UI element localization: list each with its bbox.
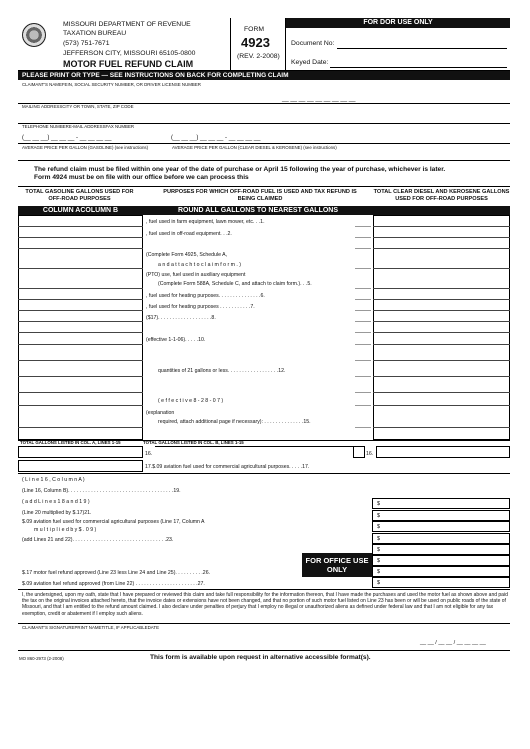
line-1-text: , fuel used in farm equipment, lawn mower, etc. . .1. bbox=[146, 219, 265, 225]
dollar-sign: $ bbox=[377, 547, 381, 553]
row-divider bbox=[373, 299, 510, 300]
line-5-text-b: (Complete Form 588A, Schedule C, and attach to claim form.). . .5. bbox=[158, 281, 312, 287]
row-divider bbox=[355, 248, 371, 249]
dollar-amount-input[interactable] bbox=[372, 510, 510, 521]
round-gallons-bar: ROUND ALL GALLONS TO NEAREST GALLONS bbox=[143, 206, 373, 215]
line-15-text-b: required, attach additional page if necessary): . . . . . . . . . . . . . .15. bbox=[158, 419, 311, 425]
claimant-name-label: CLAIMANT'S NAMEFEIN, SOCIAL SECURITY NUMBER, OR DRIVER LICENSE NUMBER bbox=[22, 82, 201, 87]
total-spacer bbox=[353, 446, 365, 458]
line-2-text: , fuel used in off-road equipment. . .2. bbox=[146, 231, 232, 237]
line-22-text-b: m u l t i p l i e d b y $ . 0 9 ) bbox=[34, 527, 97, 533]
row-divider bbox=[373, 237, 510, 238]
office-use-block: FOR OFFICE USE ONLY bbox=[302, 553, 372, 577]
line-27-text: $.09 aviation fuel refund approved (from Line 22) . . . . . . . . . . . . . . . . . . . . . .27. bbox=[22, 581, 205, 587]
line-15-text-a: (explanation bbox=[146, 410, 175, 416]
dollar-sign: $ bbox=[377, 580, 381, 586]
row-divider bbox=[373, 376, 510, 377]
instructions-bar: PLEASE PRINT OR TYPE — SEE INSTRUCTIONS ON BACK FOR COMPLETING CLAIM bbox=[18, 71, 510, 80]
purpose-header: PURPOSES FOR WHICH OFF-ROAD FUEL IS USED AND TAX REFUND IS BEING CLAIMED bbox=[163, 189, 357, 202]
filing-notice-2: Form 4924 must be on file with our office before we can process this bbox=[34, 174, 249, 181]
row-divider bbox=[355, 288, 371, 289]
row-divider bbox=[18, 310, 143, 311]
line-20-text: ( a d d L i n e s 1 8 a n d 1 9 ) bbox=[22, 499, 90, 505]
row-divider bbox=[18, 288, 143, 289]
line-17-text: 17.$.09 aviation fuel used for commercial agricultural purposes. . . . .17. bbox=[145, 464, 310, 470]
row-divider bbox=[373, 360, 510, 361]
row-divider bbox=[373, 226, 510, 227]
line-13-text: ( e f f e c t i v e 8 - 2 8 - 0 7 ) bbox=[158, 398, 224, 404]
agency-line-2: TAXATION BUREAU bbox=[63, 30, 127, 37]
accessibility-note: This form is available upon request in alternative accessible format(s). bbox=[150, 654, 371, 661]
form-number: 4923 bbox=[241, 35, 270, 50]
dollar-amount-input[interactable] bbox=[372, 566, 510, 577]
column-b-bar bbox=[373, 206, 510, 215]
row-divider bbox=[355, 392, 371, 393]
dollar-sign: $ bbox=[377, 513, 381, 519]
line-21-text: (Line 20 multiplied by $.17)21. bbox=[22, 510, 92, 516]
dollar-amount-input[interactable] bbox=[372, 521, 510, 532]
line-23-text: (add Lines 21 and 22). . . . . . . . . . . . . . . . . . . . . . . . . . . . . . . . .23. bbox=[22, 537, 174, 543]
mailing-label: MAILING ADDRESSCITY OR TOWN, STATE, ZIP CODE bbox=[22, 104, 134, 109]
phone-input[interactable]: (__ __ __) __ __ __ - __ __ __ __ bbox=[22, 135, 112, 141]
row-divider bbox=[18, 392, 143, 393]
line-16-num-b: 16. bbox=[366, 451, 374, 457]
avg-price-diesel-label: AVERAGE PRICE PER GALLON (CLEAR DIESEL & KEROSENE) (see instructions) bbox=[172, 145, 337, 150]
agency-phone: (573) 751-7671 bbox=[63, 40, 110, 47]
row-divider bbox=[355, 344, 371, 345]
row-divider bbox=[373, 268, 510, 269]
col-a-entries[interactable] bbox=[18, 215, 143, 440]
line-17-input[interactable] bbox=[18, 460, 143, 472]
row-divider bbox=[18, 248, 143, 249]
line-22-text-a: $.09 aviation fuel used for commercial agricultural purposes (Line 17, Column A bbox=[22, 519, 205, 525]
col-b-header: TOTAL CLEAR DIESEL AND KEROSENE GALLONS USED FOR OFF-ROAD PURPOSES bbox=[373, 189, 510, 202]
row-divider bbox=[18, 360, 143, 361]
ssn-input[interactable]: __ __ __ __ __ __ __ __ __ bbox=[282, 96, 356, 102]
row-divider bbox=[18, 344, 143, 345]
row-divider bbox=[373, 427, 510, 428]
row-divider bbox=[373, 288, 510, 289]
dollar-sign: $ bbox=[377, 524, 381, 530]
row-divider bbox=[18, 405, 143, 406]
avg-price-gas-label: AVERAGE PRICE PER GALLON (GASOLINE) (see instructions) bbox=[22, 145, 149, 150]
fax-input[interactable]: (__ __ __) __ __ __ - __ __ __ __ bbox=[171, 135, 261, 141]
total-col-b-input[interactable] bbox=[376, 446, 510, 458]
row-divider bbox=[355, 405, 371, 406]
row-divider bbox=[18, 376, 143, 377]
line-3-text-a: (Complete Form 4925, Schedule A, bbox=[146, 252, 228, 258]
line-12-text: quantities of 21 gallons or less. . . . . . . . . . . . . . . . . .12. bbox=[158, 368, 286, 374]
row-divider bbox=[373, 321, 510, 322]
telephone-label: TELEPHONE NUMBERE-MAIL ADDRESSFAX NUMBER bbox=[22, 124, 135, 129]
line-16-num-a: 16. bbox=[145, 451, 153, 457]
form-title: MOTOR FUEL REFUND CLAIM bbox=[63, 59, 194, 69]
line-10-text: (effective 1-1-06). . . . .10. bbox=[146, 337, 206, 343]
line-8-text: ($17). . . . . . . . . . . . . . . . . . .8. bbox=[146, 315, 216, 321]
total-col-b-label: TOTAL GALLONS LISTED IN COL. B, LINES 1-15 bbox=[143, 440, 244, 445]
row-divider bbox=[18, 237, 143, 238]
dollar-amount-input[interactable] bbox=[372, 533, 510, 544]
row-divider bbox=[18, 332, 143, 333]
line-26-text: $.17 motor fuel refund approved (Line 23 less Line 24 and Line 25). . . . . . . . . .26. bbox=[22, 570, 211, 576]
line-3-text-b: a n d a t t a c h t o c l a i m f o r m . ) bbox=[158, 262, 242, 268]
row-divider bbox=[355, 332, 371, 333]
filing-notice-1: The refund claim must be filed within one year of the date of purchase or April 15 following the year of purchase, whichever is later. bbox=[34, 166, 446, 173]
state-seal-icon bbox=[22, 23, 46, 47]
signature-label: CLAIMANT'S SIGNATUREPRINT NAMETITLE, IF APPLICABLEDATE bbox=[22, 625, 159, 630]
form-label: FORM bbox=[244, 26, 265, 33]
row-divider bbox=[355, 376, 371, 377]
row-divider bbox=[373, 405, 510, 406]
row-divider bbox=[373, 248, 510, 249]
row-divider bbox=[355, 299, 371, 300]
total-col-a-label: TOTAL GALLONS LISTED IN COL. A, LINES 1-15 bbox=[20, 440, 121, 445]
row-divider bbox=[355, 360, 371, 361]
row-divider bbox=[355, 321, 371, 322]
declaration-text: I, the undersigned, upon my oath, state that I have prepared or reviewed this claim and take full responsibility for the information thereon, that I have made the purchases and used the motor fuel as shown above and paid the tax on the original invoices attached hereto, that the invoice dates or extensions have not been changed, and that no portion of such motor fuel listed on Line 23 has been or will be used on public roads of the state of Missouri, and that I am entitled to the refund amount claimed. I also declare under penalties of perjury that I employ no illegal or unauthorized aliens as defined under federal law and that I am not eligible for any tax exemption, credit or abatement if I employ such aliens. bbox=[22, 592, 508, 617]
row-divider bbox=[373, 332, 510, 333]
line-6-text: , fuel used for heating purposes. . . . . . . . . . . . . . .6. bbox=[146, 293, 265, 299]
line-18-text: ( L i n e 1 6 , C o l u m n A ) bbox=[22, 477, 85, 483]
dollar-sign: $ bbox=[377, 569, 381, 575]
form-code: MO 860-2973 (2-2008) bbox=[19, 656, 64, 661]
agency-line-1: MISSOURI DEPARTMENT OF REVENUE bbox=[63, 21, 191, 28]
form-revision: (REV. 2-2008) bbox=[237, 53, 280, 60]
line-5-text-a: (PTO) use, fuel used in auxiliary equipment bbox=[146, 272, 246, 278]
agency-address: JEFFERSON CITY, MISSOURI 65105-0800 bbox=[63, 50, 196, 57]
row-divider bbox=[18, 226, 143, 227]
line-7-text: , fuel used for heating purposes . . . . . . . . . . .7. bbox=[146, 304, 255, 310]
dollar-sign: $ bbox=[377, 558, 381, 564]
row-divider bbox=[373, 392, 510, 393]
keyed-date-label: Keyed Date: bbox=[291, 59, 329, 66]
total-col-a-input[interactable] bbox=[18, 446, 143, 458]
col-b-entries[interactable] bbox=[373, 215, 510, 440]
row-divider bbox=[373, 344, 510, 345]
line-19-text: (Line 16, Column B). . . . . . . . . . . . . . . . . . . . . . . . . . . . . . . . . . . . .19. bbox=[22, 488, 181, 494]
dollar-amount-input[interactable] bbox=[372, 544, 510, 555]
dollar-amount-input[interactable] bbox=[372, 577, 510, 588]
dollar-sign: $ bbox=[377, 536, 381, 542]
row-divider bbox=[18, 321, 143, 322]
row-divider bbox=[355, 310, 371, 311]
col-a-header: TOTAL GASOLINE GALLONS USED FOR OFF-ROAD PURPOSES bbox=[25, 189, 134, 202]
row-divider bbox=[355, 427, 371, 428]
row-divider bbox=[18, 268, 143, 269]
dor-use-header: FOR DOR USE ONLY bbox=[286, 18, 510, 28]
row-divider bbox=[373, 310, 510, 311]
document-no-label: Document No: bbox=[291, 40, 335, 47]
row-divider bbox=[355, 226, 371, 227]
column-a-bar: COLUMN ACOLUMN B bbox=[18, 206, 143, 215]
dollar-sign: $ bbox=[377, 501, 381, 507]
dollar-amount-input[interactable] bbox=[372, 498, 510, 509]
row-divider bbox=[18, 427, 143, 428]
row-divider bbox=[355, 268, 371, 269]
row-divider bbox=[18, 299, 143, 300]
date-input[interactable]: __ __ / __ __ / __ __ __ __ bbox=[420, 640, 486, 646]
row-divider bbox=[355, 237, 371, 238]
dollar-amount-input[interactable] bbox=[372, 555, 510, 566]
